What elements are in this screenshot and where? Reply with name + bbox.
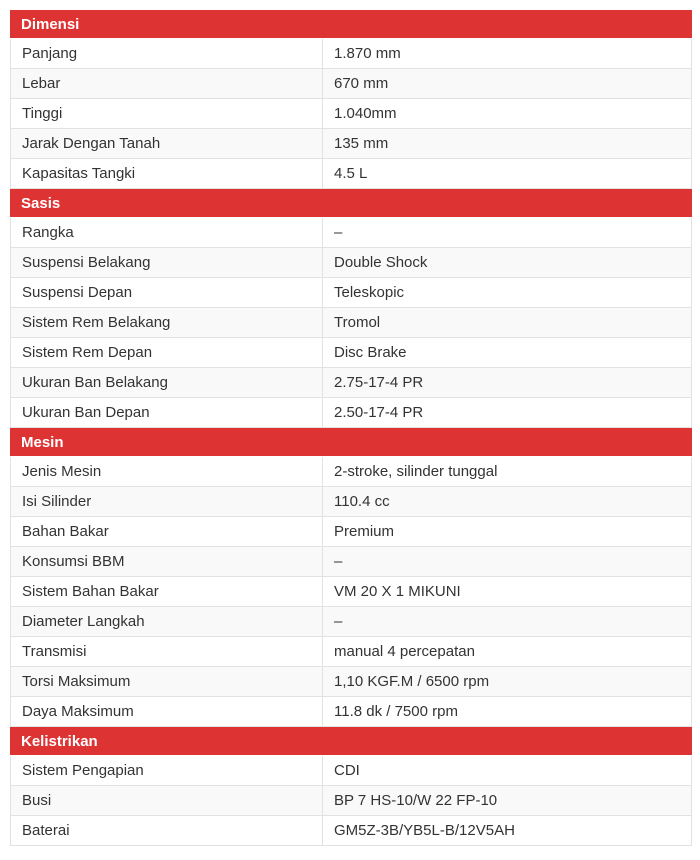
- spec-value: 11.8 dk / 7500 rpm: [334, 703, 458, 720]
- spec-label: Lebar: [11, 69, 323, 98]
- table-row: [10, 159, 692, 189]
- spec-label: Diameter Langkah: [11, 607, 323, 636]
- spec-value: –: [334, 613, 343, 630]
- table-row: [10, 487, 692, 517]
- spec-value: 110.4 cc: [334, 493, 390, 510]
- spec-label: Transmisi: [11, 637, 323, 666]
- spec-value: 1.870 mm: [334, 45, 401, 62]
- spec-label: Ukuran Ban Belakang: [11, 368, 323, 397]
- section-header: Mesin: [10, 428, 692, 457]
- spec-label: Jarak Dengan Tanah: [11, 129, 323, 158]
- spec-label: Konsumsi BBM: [11, 547, 323, 576]
- spec-value: BP 7 HS-10/W 22 FP-10: [334, 792, 498, 809]
- table-row: [10, 338, 692, 368]
- spec-value: –: [334, 553, 343, 570]
- spec-label: Busi: [11, 786, 323, 815]
- spec-label: Bahan Bakar: [11, 517, 323, 546]
- spec-value: VM 20 X 1 MIKUNI: [334, 583, 461, 600]
- spec-value: 135 mm: [334, 135, 389, 152]
- table-row: [10, 517, 692, 547]
- spec-value: –: [334, 224, 343, 241]
- section-header: Kelistrikan: [10, 727, 692, 756]
- table-row: [10, 756, 692, 786]
- section-rows: [10, 39, 692, 189]
- spec-label: Suspensi Belakang: [11, 248, 323, 277]
- spec-section-sasis: [10, 189, 692, 428]
- spec-value: manual 4 percepatan: [334, 643, 475, 660]
- spec-value: 2.50-17-4 PR: [334, 404, 424, 421]
- spec-label: Sistem Rem Belakang: [11, 308, 323, 337]
- spec-label: Sistem Pengapian: [11, 756, 323, 785]
- spec-label: Rangka: [11, 218, 323, 247]
- table-row: [10, 248, 692, 278]
- table-row: [10, 39, 692, 69]
- table-row: [10, 607, 692, 637]
- spec-value: Premium: [334, 523, 395, 540]
- spec-label: Sistem Rem Depan: [11, 338, 323, 367]
- spec-label: Daya Maksimum: [11, 697, 323, 726]
- section-rows: [10, 457, 692, 727]
- spec-value: Tromol: [334, 314, 381, 331]
- spec-value: GM5Z-3B/YB5L-B/12V5AH: [334, 822, 515, 839]
- spec-label: Isi Silinder: [11, 487, 323, 516]
- table-row: [10, 278, 692, 308]
- table-row: [10, 816, 692, 846]
- table-row: [10, 218, 692, 248]
- table-row: [10, 129, 692, 159]
- spec-value: 4.5 L: [334, 165, 368, 182]
- table-row: [10, 667, 692, 697]
- spec-label: Torsi Maksimum: [11, 667, 323, 696]
- table-row: [10, 308, 692, 338]
- table-row: [10, 99, 692, 129]
- section-header: Sasis: [10, 189, 692, 218]
- spec-label: Baterai: [11, 816, 323, 845]
- spec-label: Suspensi Depan: [11, 278, 323, 307]
- spec-table: [10, 10, 692, 846]
- table-row: [10, 547, 692, 577]
- spec-value: Disc Brake: [334, 344, 407, 361]
- spec-value: 1,10 KGF.M / 6500 rpm: [334, 673, 490, 690]
- spec-value: CDI: [334, 762, 360, 779]
- section-header: Dimensi: [10, 10, 692, 39]
- table-row: [10, 457, 692, 487]
- spec-label: Panjang: [11, 39, 323, 68]
- table-row: [10, 69, 692, 99]
- table-row: [10, 637, 692, 667]
- table-row: [10, 786, 692, 816]
- spec-value: Teleskopic: [334, 284, 405, 301]
- table-row: [10, 368, 692, 398]
- spec-label: Ukuran Ban Depan: [11, 398, 323, 427]
- section-rows: [10, 756, 692, 846]
- spec-section-dimensi: [10, 10, 692, 189]
- spec-value: 1.040mm: [334, 105, 397, 122]
- table-row: [10, 398, 692, 428]
- spec-label: Sistem Bahan Bakar: [11, 577, 323, 606]
- spec-value: 2.75-17-4 PR: [334, 374, 424, 391]
- section-rows: [10, 218, 692, 428]
- spec-label: Tinggi: [11, 99, 323, 128]
- spec-value: 670 mm: [334, 75, 389, 92]
- spec-value: Double Shock: [334, 254, 428, 271]
- spec-section-mesin: [10, 428, 692, 727]
- spec-label: Kapasitas Tangki: [11, 159, 323, 188]
- table-row: [10, 697, 692, 727]
- spec-value: 2-stroke, silinder tunggal: [334, 463, 498, 480]
- spec-section-kelistrikan: [10, 727, 692, 846]
- table-row: [10, 577, 692, 607]
- spec-label: Jenis Mesin: [11, 457, 323, 486]
